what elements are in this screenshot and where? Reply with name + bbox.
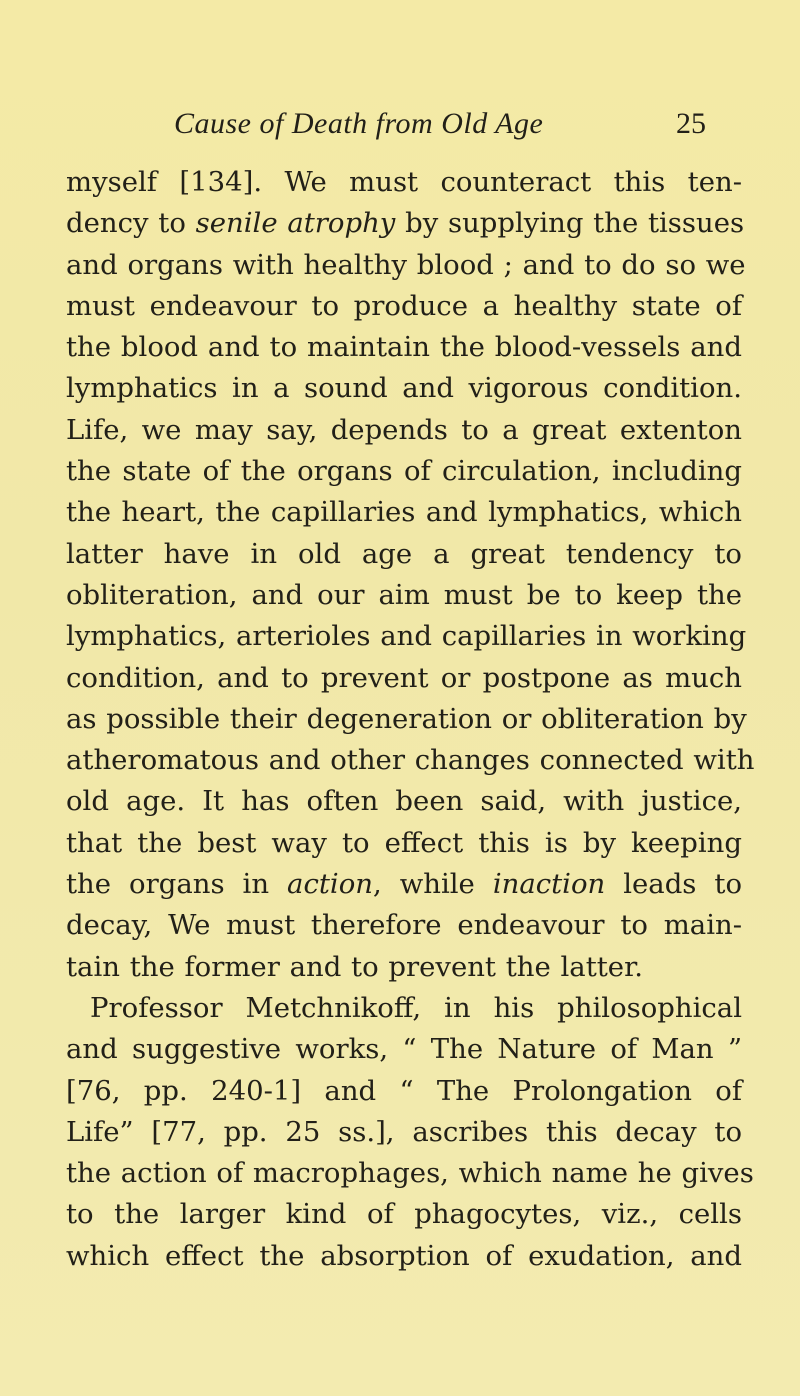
text-run: , while bbox=[372, 868, 493, 901]
text-line bbox=[66, 1153, 754, 1194]
text-run: Professor Metchnikoff, in his philosophical bbox=[90, 991, 742, 1024]
text-line bbox=[66, 575, 742, 616]
text-line bbox=[66, 245, 746, 286]
text-run: lymphatics, arterioles and capillaries in working bbox=[66, 620, 747, 653]
text-run: Life” [77, pp. 25 ss.], ascribes this decay to bbox=[66, 1115, 742, 1148]
text-run: decay, We must therefore endeavour to main- bbox=[66, 909, 742, 942]
text-run: latter have in old age a great tendency to bbox=[66, 537, 742, 570]
text-line bbox=[66, 658, 742, 699]
text-line bbox=[66, 492, 742, 533]
text-run: the action of macrophages, which name he gives bbox=[66, 1157, 754, 1190]
text-line bbox=[66, 740, 755, 781]
text-line bbox=[66, 203, 745, 244]
text-line bbox=[66, 451, 742, 492]
text-run: which effect the absorption of exudation, and bbox=[66, 1239, 742, 1272]
text-run: the state of the organs of circulation, including bbox=[66, 455, 742, 488]
text-line bbox=[66, 162, 742, 203]
page-number: 25 bbox=[676, 107, 706, 140]
text-line bbox=[66, 1236, 742, 1277]
text-run: [76, pp. 240-1] and “ The Prolongation of bbox=[66, 1074, 742, 1107]
text-line bbox=[66, 1112, 742, 1153]
text-line bbox=[66, 781, 742, 822]
italic-text-run: senile atrophy bbox=[195, 207, 396, 240]
text-line bbox=[66, 1071, 742, 1112]
text-run: must endeavour to produce a healthy state of bbox=[66, 289, 742, 322]
text-line bbox=[66, 947, 742, 988]
text-run: dency to bbox=[66, 207, 196, 240]
text-run: Life, we may say, depends to a great extenton bbox=[66, 413, 742, 446]
text-run: as possible their degeneration or obliteration by bbox=[66, 702, 747, 735]
text-run: lymphatics in a sound and vigorous condition. bbox=[66, 372, 742, 405]
text-run: obliteration, and our aim must be to keep the bbox=[66, 578, 742, 611]
text-run: by supplying the tissues bbox=[395, 207, 745, 240]
text-run: the heart, the capillaries and lymphatics, which bbox=[66, 496, 742, 529]
italic-text-run: action bbox=[287, 868, 373, 901]
text-line bbox=[66, 327, 742, 368]
text-run: and organs with healthy blood ; and to do so we bbox=[66, 248, 746, 281]
text-run: old age. It has often been said, with justice, bbox=[66, 785, 742, 818]
text-run: that the best way to effect this is by keeping bbox=[66, 826, 742, 859]
text-line bbox=[66, 368, 742, 409]
text-line bbox=[66, 1029, 742, 1070]
text-run: leads to bbox=[605, 868, 743, 901]
text-line bbox=[66, 823, 742, 864]
running-title: Cause of Death from Old Age bbox=[174, 107, 544, 140]
text-run: condition, and to prevent or postpone as much bbox=[66, 661, 742, 694]
text-run: myself [134]. We must counteract this ten- bbox=[66, 166, 742, 198]
text-line bbox=[66, 699, 747, 740]
running-head bbox=[170, 104, 710, 144]
text-run: the blood and to maintain the blood-vessels and bbox=[66, 331, 742, 364]
text-run: the organs in bbox=[66, 868, 288, 901]
text-line bbox=[66, 286, 742, 327]
text-line bbox=[66, 988, 742, 1029]
italic-text-run: inaction bbox=[492, 868, 606, 901]
text-run: tain the former and to prevent the latter. bbox=[66, 950, 643, 983]
text-line bbox=[66, 864, 742, 905]
text-run: and suggestive works, “ The Nature of Man ” bbox=[66, 1033, 742, 1066]
text-line bbox=[66, 410, 742, 451]
text-line bbox=[66, 534, 742, 575]
text-run: to the larger kind of phagocytes, viz., cells bbox=[66, 1198, 742, 1231]
text-line bbox=[66, 1194, 742, 1235]
text-line bbox=[66, 905, 742, 946]
text-line bbox=[66, 616, 747, 657]
text-run: atheromatous and other changes connected with bbox=[66, 744, 755, 777]
body-text bbox=[66, 162, 755, 1277]
